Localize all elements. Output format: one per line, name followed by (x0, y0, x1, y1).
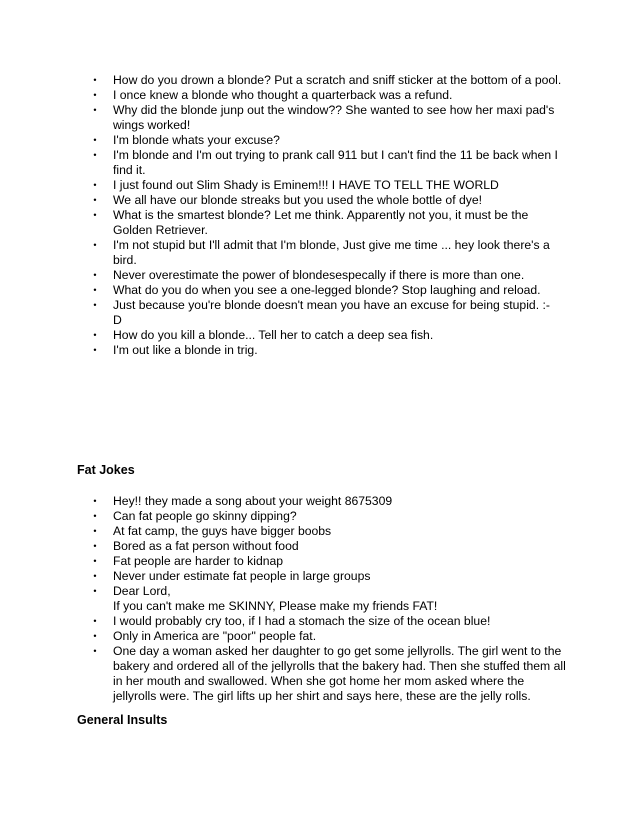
list-item-text: Fat people are harder to kidnap (113, 554, 284, 568)
list-item (90, 283, 570, 298)
list-item-text: Only in America are "poor" people fat. (113, 629, 317, 643)
list-item (90, 343, 570, 358)
bullet-icon: • (93, 556, 97, 566)
list-item-text: We all have our blonde streaks but you used the whole bottle of dye! (113, 193, 483, 207)
bullet-icon: • (93, 571, 97, 581)
list-item (90, 539, 570, 554)
list-item (90, 509, 570, 524)
general-insults-heading: General Insults (77, 713, 168, 727)
list-item-text: What do you do when you see a one-legged blonde? Stop laughing and reload. (113, 283, 541, 297)
bullet-icon: • (93, 210, 97, 220)
bullet-icon: • (93, 541, 97, 551)
list-item (90, 238, 570, 268)
fat-jokes-heading: Fat Jokes (77, 463, 135, 477)
list-item (90, 133, 570, 148)
list-item-text: Dear Lord, If you can't make me SKINNY, Please make my friends FAT! (113, 584, 438, 613)
list-item-text: At fat camp, the guys have bigger boobs (113, 524, 332, 538)
bullet-icon: • (93, 285, 97, 295)
list-item-text: I once knew a blonde who thought a quarterback was a refund. (113, 88, 453, 102)
list-item-text: I'm out like a blonde in trig. (113, 343, 258, 357)
list-item (90, 103, 570, 133)
list-item (90, 328, 570, 343)
list-item-text: Never under estimate fat people in large groups (113, 569, 371, 583)
list-item (90, 298, 570, 328)
bullet-icon: • (93, 496, 97, 506)
bullet-icon: • (93, 526, 97, 536)
list-item (90, 148, 570, 178)
bullet-icon: • (93, 300, 97, 310)
list-item-text: I'm blonde whats your excuse? (113, 133, 280, 147)
list-item (90, 193, 570, 208)
bullet-icon: • (93, 616, 97, 626)
list-item-text: Just because you're blonde doesn't mean you have an excuse for being stupid. :- D (113, 298, 550, 327)
list-item (90, 584, 570, 614)
list-item-text: Why did the blonde junp out the window?? She wanted to see how her maxi pad's wings worked! (113, 103, 555, 132)
list-item-text: What is the smartest blonde? Let me think. Apparently not you, it must be the Golden Retriever. (113, 208, 529, 237)
list-item (90, 644, 570, 704)
list-item-text: Bored as a fat person without food (113, 539, 299, 553)
list-item (90, 629, 570, 644)
list-item-text: Hey!! they made a song about your weight 8675309 (113, 494, 393, 508)
list-item (90, 569, 570, 584)
bullet-icon: • (93, 150, 97, 160)
list-item-text: One day a woman asked her daughter to go get some jellyrolls. The girl went to the bakery and ordered all of the jellyrolls that the bakery had. Then she stuffed them all in her mouth and swallowed. When she got home her mom asked where the jellyrolls were. The girl lifts up her shirt and says here, these are the jelly rolls. (113, 644, 566, 703)
list-item (90, 88, 570, 103)
list-item-text: I just found out Slim Shady is Eminem!!! I HAVE TO TELL THE WORLD (113, 178, 499, 192)
bullet-icon: • (93, 330, 97, 340)
list-item (90, 614, 570, 629)
list-item-text: How do you kill a blonde... Tell her to catch a deep sea fish. (113, 328, 434, 342)
bullet-icon: • (93, 646, 97, 656)
bullet-icon: • (93, 586, 97, 596)
bullet-icon: • (93, 180, 97, 190)
list-item (90, 268, 570, 283)
bullet-icon: • (93, 105, 97, 115)
bullet-icon: • (93, 195, 97, 205)
list-item (90, 73, 570, 88)
list-item (90, 208, 570, 238)
blonde-jokes-list (90, 73, 570, 358)
list-item (90, 494, 570, 509)
list-item (90, 554, 570, 569)
list-item-text: Never overestimate the power of blondesespecally if there is more than one. (113, 268, 525, 282)
list-item-text: How do you drown a blonde? Put a scratch and sniff sticker at the bottom of a pool. (113, 73, 562, 87)
bullet-icon: • (93, 345, 97, 355)
bullet-icon: • (93, 90, 97, 100)
bullet-icon: • (93, 75, 97, 85)
bullet-icon: • (93, 631, 97, 641)
list-item-text: I would probably cry too, if I had a stomach the size of the ocean blue! (113, 614, 491, 628)
bullet-icon: • (93, 240, 97, 250)
list-item (90, 178, 570, 193)
bullet-icon: • (93, 270, 97, 280)
list-item (90, 524, 570, 539)
list-item-text: I'm not stupid but I'll admit that I'm blonde, Just give me time ... hey look there's a bird. (113, 238, 550, 267)
list-item-text: Can fat people go skinny dipping? (113, 509, 297, 523)
list-item-text: I'm blonde and I'm out trying to prank call 911 but I can't find the 11 be back when I find it. (113, 148, 558, 177)
bullet-icon: • (93, 135, 97, 145)
bullet-icon: • (93, 511, 97, 521)
fat-jokes-list (90, 494, 570, 704)
